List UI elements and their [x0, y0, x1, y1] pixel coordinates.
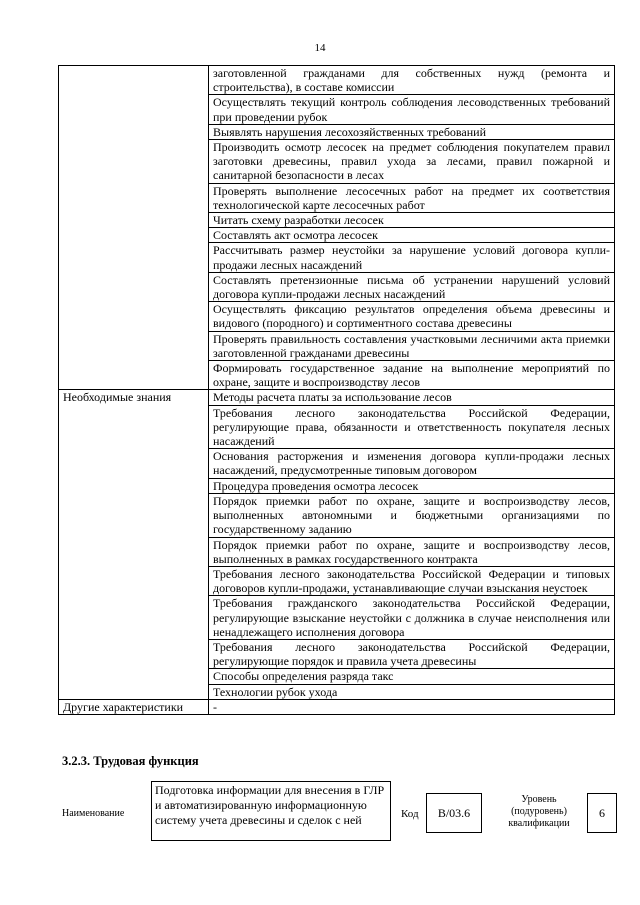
row-label: Необходимые знания — [59, 390, 209, 699]
row-item: заготовленной гражданами для собственных нужд (ремонта и строительства), в составе комиссии — [209, 66, 615, 95]
row-item: Способы определения разряда такс — [209, 669, 615, 684]
row-item: Требования гражданского законодательства Российской Федерации, регулирующие взыскание неустойки с должника в случае неисполнения или ненадлежащего исполнения договора — [209, 596, 615, 640]
row-item: Требования лесного законодательства Российской Федерации, регулирующие порядок и правила учета древесины — [209, 639, 615, 668]
section-title: 3.2.3. Трудовая функция — [62, 754, 199, 768]
row-item: Проверять выполнение лесосечных работ на предмет их соответствия технологической карте лесосечных работ — [209, 183, 615, 212]
competency-table — [58, 65, 615, 715]
row-item: Формировать государственное задание на выполнение мероприятий по охране, защите и воспроизводству лесов — [209, 361, 615, 390]
row-item: Требования лесного законодательства Российской Федерации, регулирующие права, обязанности и ответственность покупателя лесных насаждений — [209, 405, 615, 449]
code-box — [426, 793, 482, 833]
table-row — [59, 390, 615, 405]
function-name-box — [151, 781, 391, 841]
code-label: Код — [401, 808, 419, 820]
row-label: Другие характеристики — [59, 699, 209, 714]
row-item: Основания расторжения и изменения договора купли-продажи лесных насаждений, предусмотренные типовым договором — [209, 449, 615, 478]
row-item: Требования лесного законодательства Российской Федерации и типовых договоров купли-продажи, устанавливающие случаи взыскания неустоек — [209, 566, 615, 595]
row-item: Составлять акт осмотра лесосек — [209, 228, 615, 243]
row-item: Читать схему разработки лесосек — [209, 213, 615, 228]
table-row — [59, 699, 615, 714]
row-item: Рассчитывать размер неустойки за нарушение условий договора купли-продажи лесных насаждений — [209, 243, 615, 272]
row-item: - — [209, 699, 615, 714]
row-item: Порядок приемки работ по охране, защите и воспроизводству лесов, выполненных автономными и бюджетными организациями по государственному заданию — [209, 493, 615, 537]
row-item: Составлять претензионные письма об устранении нарушений условий договора купли-продажи лесных насаждений — [209, 272, 615, 301]
row-label — [59, 66, 209, 390]
row-item: Методы расчета платы за использование лесов — [209, 390, 615, 405]
table-row — [59, 66, 615, 95]
code-value: B/03.6 — [437, 805, 471, 820]
name-label: Наименование — [62, 808, 125, 819]
row-item: Осуществлять фиксацию результатов определения объема древесины и видового (породного) и сортиментного состава древесины — [209, 302, 615, 331]
level-box — [587, 793, 617, 833]
level-value: 6 — [599, 805, 605, 820]
row-item: Выявлять нарушения лесохозяйственных требований — [209, 124, 615, 139]
level-label: Уровень (подуровень) квалификации — [508, 794, 570, 829]
row-item: Осуществлять текущий контроль соблюдения лесоводственных требований при проведении рубок — [209, 95, 615, 124]
row-item: Проверять правильность составления участковыми лесничими акта приемки заготовленной гражданами древесины — [209, 331, 615, 360]
row-item: Порядок приемки работ по охране, защите и воспроизводству лесов, выполненных в рамках государственного контракта — [209, 537, 615, 566]
row-item: Производить осмотр лесосек на предмет соблюдения покупателем правил заготовки древесины, правил ухода за лесами, правил пожарной и санитарной безопасности в лесах — [209, 140, 615, 184]
row-item: Технологии рубок ухода — [209, 684, 615, 699]
row-item: Процедура проведения осмотра лесосек — [209, 478, 615, 493]
function-name: Подготовка информации для внесения в ГЛР и автоматизированную информационную систему учета древесины и сделок с ней — [155, 783, 385, 827]
page-number: 14 — [314, 42, 326, 54]
